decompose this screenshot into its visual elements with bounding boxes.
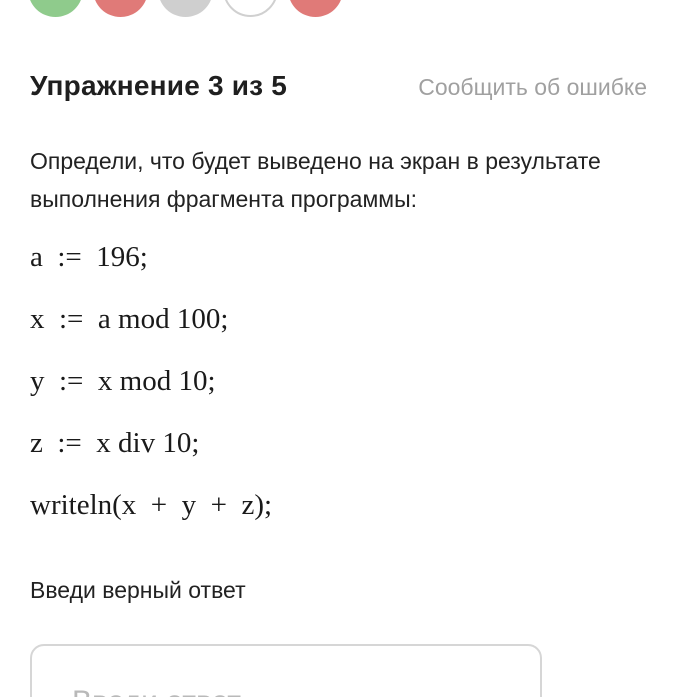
progress-step-4[interactable] — [223, 0, 278, 17]
code-line: writeln(x + y + z); — [30, 489, 273, 521]
answer-field-container — [30, 644, 542, 697]
code-line: a := 196; — [30, 241, 148, 273]
task-prompt: Определи, что будет выведено на экран в результате выполнения фрагмента программы: — [30, 148, 601, 212]
answer-input[interactable] — [32, 646, 540, 697]
progress-step-3[interactable] — [158, 0, 213, 17]
exercise-header — [30, 70, 647, 102]
progress-step-5[interactable] — [288, 0, 343, 17]
code-line: z := x div 10; — [30, 427, 200, 459]
answer-label: Введи верный ответ — [30, 577, 246, 603]
code-line: y := x mod 10; — [30, 365, 216, 397]
progress-step-1[interactable] — [28, 0, 83, 17]
report-error-link[interactable]: Сообщить об ошибке — [418, 74, 647, 100]
code-line: x := a mod 100; — [30, 303, 229, 335]
code-fragment — [30, 237, 272, 547]
progress-indicator — [28, 0, 343, 17]
progress-step-2[interactable] — [93, 0, 148, 17]
exercise-title: Упражнение 3 из 5 — [30, 70, 287, 101]
